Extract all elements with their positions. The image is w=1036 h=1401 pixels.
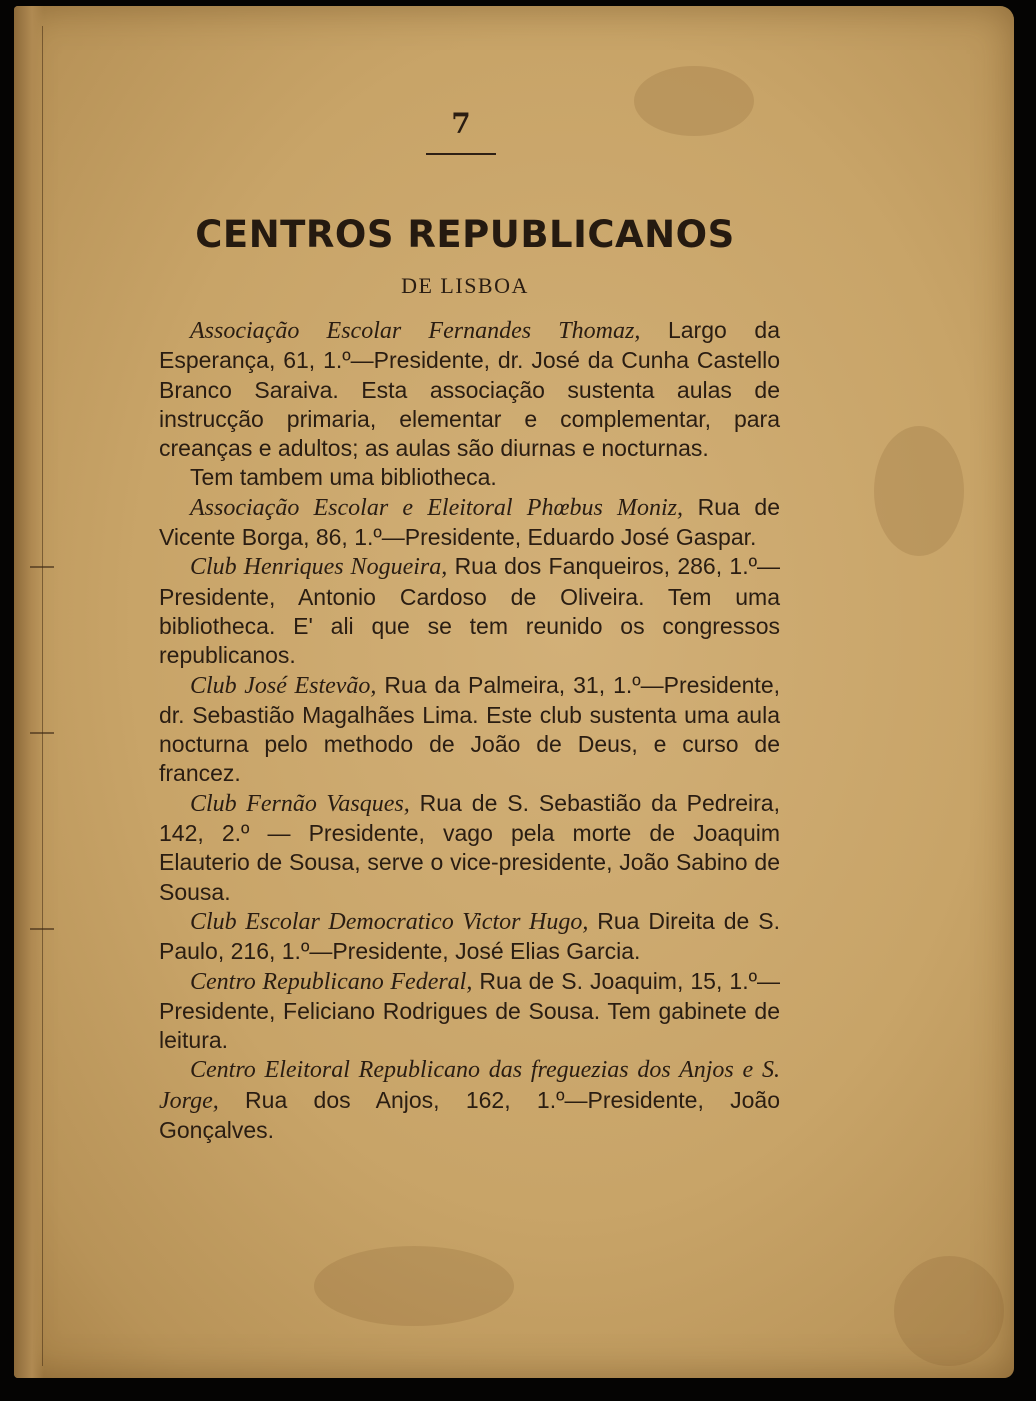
entry-text: Tem tambem uma bibliotheca. (190, 464, 497, 491)
entry-name: Club Henriques Nogueira, (190, 554, 448, 581)
page-number-rule (426, 153, 496, 155)
entry-paragraph (159, 907, 780, 967)
entry-name: Centro Republicano Federal, (190, 968, 473, 995)
section-title: CENTROS REPUBLICANOS (195, 213, 735, 256)
paper-stain (894, 1256, 1004, 1366)
entry-text: Rua dos Anjos, 162, 1.º—Presidente, João Gonçalves. (159, 1086, 780, 1144)
entry-text: Largo da Esperança, 61, 1.º—Presidente, dr. José da Cunha Castello Branco Saraiva. Esta associação sustenta aulas de instrucção primaria, elementar e complementar, para creanças e adultos; as aulas são diurnas e nocturnas. (159, 317, 780, 462)
binding-stitch (30, 928, 54, 930)
entry-name: Club José Estevão, (190, 672, 377, 699)
entry-text: Rua da Palmeira, 31, 1.º—Presidente, dr. Sebastião Magalhães Lima. Este club sustenta uma aula nocturna pelo methodo de João de Deus, e curso de francez. (159, 671, 780, 787)
entry-name: Centro Eleitoral Republicano das freguezias dos Anjos e S. Jorge, (159, 1057, 780, 1114)
binding-stitch (30, 566, 54, 568)
page-number: 7 (451, 107, 471, 140)
entry-name: Club Escolar Democratico Victor Hugo, (190, 908, 589, 935)
entry-paragraph (159, 1055, 780, 1145)
paper-stain (874, 426, 964, 556)
entry-paragraph (159, 493, 780, 553)
entry-paragraph (159, 789, 780, 907)
entry-text: Rua de Vicente Borga, 86, 1.º—Presidente, Eduardo José Gaspar. (159, 493, 780, 551)
page-spine (14, 6, 44, 1378)
entry-text: Rua de S. Joaquim, 15, 1.º—Presidente, Feliciano Rodrigues de Sousa. Tem gabinete de leitura. (159, 967, 780, 1054)
entries-body (159, 316, 780, 1145)
entry-name: Club Fernão Vasques, (190, 790, 410, 817)
entry-paragraph (159, 552, 780, 670)
entry-name: Associação Escolar Fernandes Thomaz, (190, 318, 641, 344)
entry-text: Rua dos Fanqueiros, 286, 1.º—Presidente, Antonio Cardoso de Oliveira. Tem uma bibliotheca. E' ali que se tem reunido os congressos republicanos. (159, 553, 781, 669)
entry-text: Rua Direita de S. Paulo, 216, 1.º—Presidente, José Elias Garcia. (159, 907, 781, 965)
entry-text: Rua de S. Sebastião da Pedreira, 142, 2.º — Presidente, vago pela morte de Joaquim Elauterio de Sousa, serve o vice-presidente, João Sabino de Sousa. (159, 789, 780, 905)
entry-name: Associação Escolar e Eleitoral Phœbus Moniz, (190, 494, 684, 521)
entry-paragraph (159, 463, 780, 492)
entry-paragraph (159, 671, 780, 789)
paper-stain (314, 1246, 514, 1326)
binding-fold (42, 26, 43, 1366)
section-subtitle: DE LISBOA (401, 273, 529, 298)
binding-stitch (30, 732, 54, 734)
entry-paragraph (159, 316, 780, 463)
paper-stain (634, 66, 754, 136)
entry-paragraph (159, 967, 780, 1056)
